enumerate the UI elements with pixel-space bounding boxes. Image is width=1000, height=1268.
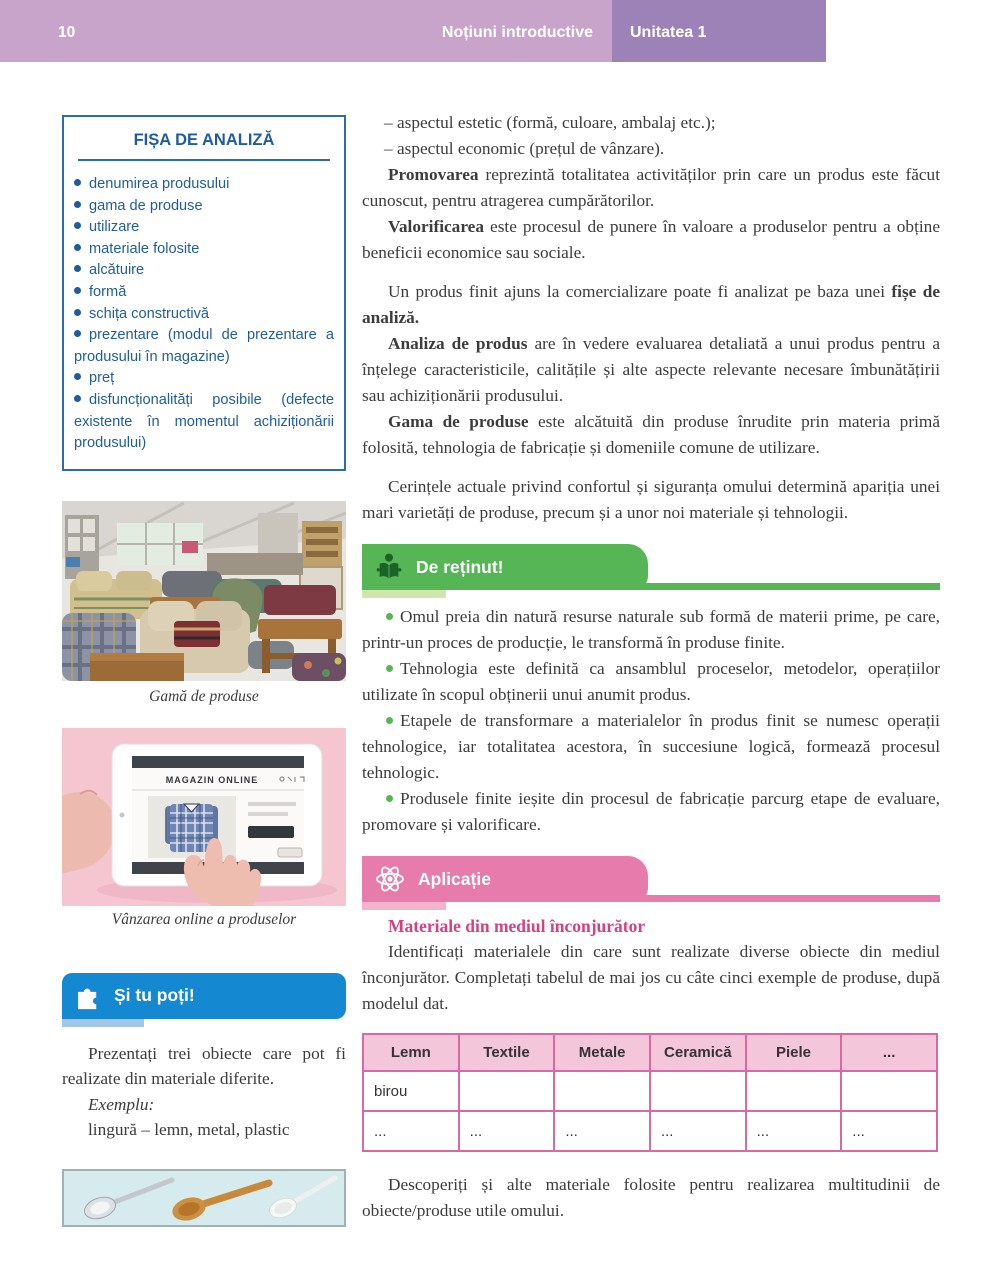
table-cell: ... [650,1111,746,1151]
atom-icon [374,863,406,895]
analysis-sheet-title: FIȘA DE ANALIZĂ [133,131,275,149]
bold-term: Valorificarea [388,217,484,236]
furniture-store-photo [62,501,346,681]
figure-caption: Vânzarea online a produselor [111,910,297,928]
banner-accent-strip [62,1019,144,1027]
list-item-label: denumirea produsului [89,176,230,192]
table-cell [554,1071,650,1111]
list-item-label: alcătuire [89,262,145,279]
paragraph-text: este procesul de punere în valoare a produselor pentru a obține beneficii economice sau sociale. [362,217,940,262]
list-item-label: utilizare [89,219,140,236]
list-item [74,325,334,368]
application-heading: Materiale din mediul înconjurător [388,916,646,936]
list-item [74,368,334,390]
application-outro-paragraph: Descoperiți și alte materiale folosite pentru realizarea multitudinii de obiecte/produse utile omului. [362,1175,940,1220]
list-item-text: Omul preia din natură resurse naturale sub formă de materii prime, pe care, printr-un proces de producție, le transformă în produse finite. [362,607,940,652]
exercise-paragraph: Prezentați trei obiecte care pot fi realizate din materiale diferite. [62,1043,346,1089]
list-item-label: schița constructivă [89,305,210,322]
spoons-figure [62,1169,346,1232]
example-text: lingură – lemn, metal, plastic [88,1120,290,1140]
list-item [74,282,334,304]
paragraph-text: are în vedere evaluarea detaliată a unui produs pentru a înțelege caracteristicile, calitățile și alte aspecte relevante necesare îmbunătățirii sau achiziționării produsului. [362,334,940,405]
list-item [74,196,334,218]
paragraph-valorificarea [362,214,940,266]
left-column [62,62,346,1232]
bullet-dot-icon [74,395,81,402]
application-outro [362,1172,940,1224]
spacer [362,266,940,279]
list-item [362,708,940,786]
dash-item: – aspectul estetic (formă, culoare, ambalaj etc.); [384,113,716,132]
paragraph-cerinte: Cerințele actuale privind confortul și siguranța omului determină apariția unei mari varietăți de produse, precum și a unor noi materiale și tehnologii. [362,477,940,522]
table-cell: ... [459,1111,555,1151]
column-header: Lemn [363,1034,459,1071]
list-item [74,304,334,326]
banner-accent-strip [362,902,446,910]
table-header-row [363,1034,937,1071]
paragraph-analiza [362,331,940,409]
column-header: Metale [554,1034,650,1071]
analysis-sheet-box [62,115,346,471]
intro-text-block [362,110,940,526]
spacer [362,461,940,474]
column-header: Piele [746,1034,842,1071]
application-intro [362,939,940,1017]
bullet-dot-icon [74,201,81,208]
table-cell: ... [363,1111,459,1151]
bullet-dot-icon [74,244,81,251]
banner-title: Și tu poți! [114,985,195,1006]
bold-term: Promovarea [388,165,479,184]
banner-block [362,856,648,902]
bullet-dot-icon [386,613,393,620]
paragraph-produs-finit [362,279,940,331]
materials-table [362,1033,938,1152]
banner-accent-strip [362,590,446,598]
bullet-dot-icon [74,330,81,337]
column-header: Ceramică [650,1034,746,1071]
banner-title: Aplicație [418,868,491,889]
column-header: ... [841,1034,937,1071]
page-number: 10 [58,24,76,41]
list-item [74,174,334,196]
bullet-dot-icon [386,665,393,672]
list-item-label: disfuncționalități posibile (defecte existente în momentul achiziționării produsului) [74,391,334,452]
table-row [363,1071,937,1111]
list-item [362,786,940,838]
list-item [362,656,940,708]
list-item-text: Produsele finite ieșite din procesul de fabricație parcurg etape de evaluare, promovare și valorificare. [362,789,940,834]
unit-label: Unitatea 1 [630,24,707,41]
puzzle-icon [74,982,102,1010]
list-item [362,604,940,656]
list-item-label: formă [89,283,127,300]
banner-title: De reținut! [416,556,504,577]
dash-item: – aspectul economic (prețul de vânzare). [384,139,665,158]
bullet-dot-icon [74,265,81,272]
reader-icon [374,552,404,582]
list-item [74,390,334,455]
paragraph-text: reprezintă totalitatea activităților prin care un produs este făcut cunoscut, pentru atragerea cumpărătorilor. [362,165,940,210]
title-underline [78,159,330,161]
list-item [74,260,334,282]
paragraph-text: este alcătuită din produse înrudite prin materia primă folosită, tehnologia de fabricație și domeniile comune de utilizare. [362,412,940,457]
table-cell: ... [746,1111,842,1151]
banner-block [362,544,648,590]
bold-term: Analiza de produs [388,334,528,353]
list-item-text: Tehnologia este definită ca ansamblul proceselor, metodelor, operațiilor utilizate în scopul obținerii unui anumit produs. [362,659,940,704]
unit-badge [612,0,826,62]
list-item-text: Etapele de transformare a materialelor în produs finit se numesc operații tehnologice, iar totalitatea acestora, în succesiune logică, formează procesul tehnologic. [362,711,940,782]
furniture-figure [62,501,346,706]
table-row [363,1111,937,1151]
list-item [74,217,334,239]
main-column [362,62,940,1224]
bold-term: fișe de analiză. [362,282,940,327]
bullet-dot-icon [74,373,81,380]
section-title: Noțiuni introductive [441,24,593,41]
list-item-label: prezentare (modul de prezentare a produsului în magazine) [74,327,334,365]
paragraph-gama [362,409,940,461]
de-retinut-banner [362,544,940,590]
table-cell [459,1071,555,1111]
tablet-screen-title: MAGAZIN ONLINE [165,774,259,785]
list-item [74,239,334,261]
list-item-label: preț [89,370,115,387]
table-cell: ... [841,1111,937,1151]
example-label: Exemplu: [88,1094,155,1114]
bullet-dot-icon [74,179,81,186]
banner-block [62,973,346,1019]
bold-term: Gama de produse [388,412,529,431]
bullet-dot-icon [386,717,393,724]
bullet-dot-icon [74,287,81,294]
table-cell [841,1071,937,1111]
si-tu-poti-banner [62,973,346,1019]
figure-caption: Gamă de produse [149,687,259,705]
si-tu-poti-text [62,1041,346,1143]
table-cell [650,1071,746,1111]
bullet-dot-icon [74,309,81,316]
paragraph-promovarea [362,162,940,214]
paragraph-text: Un produs finit ajuns la comercializare poate fi analizat pe baza unei [388,282,892,301]
page-header [0,0,826,62]
application-intro-paragraph: Identificați materialele din care sunt realizate diverse obiecte din mediul înconjurător. Completați tabelul de mai jos cu câte cinci exemple de produse, după modelul dat. [362,942,940,1013]
list-item-label: materiale folosite [89,240,200,257]
bullet-dot-icon [386,795,393,802]
aplicatie-banner [362,856,940,902]
column-header: Textile [459,1034,555,1071]
table-cell: birou [363,1071,459,1111]
table-cell [746,1071,842,1111]
list-item-label: gama de produse [89,197,203,214]
de-retinut-list [362,604,940,838]
tablet-figure [62,728,346,929]
spoons-photo [62,1169,346,1227]
online-shopping-photo [62,728,346,906]
table-cell: ... [554,1111,650,1151]
bullet-dot-icon [74,222,81,229]
